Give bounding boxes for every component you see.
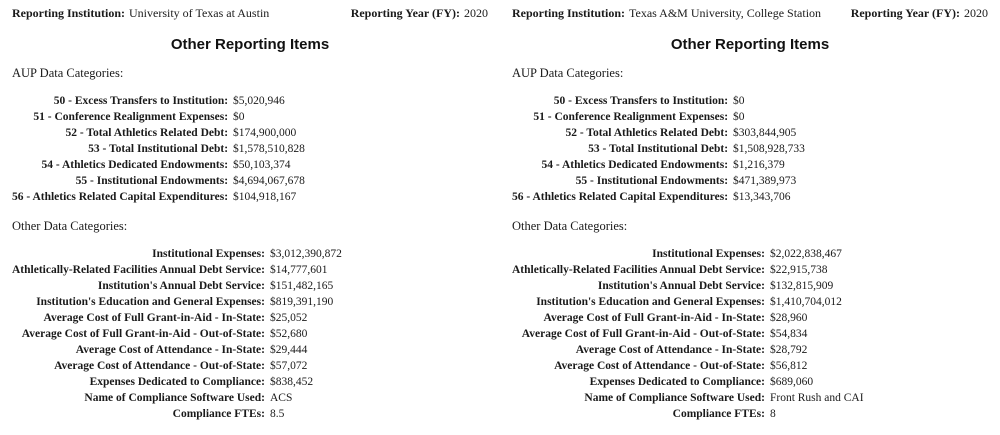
row-value: $52,680 — [269, 328, 308, 340]
data-row — [12, 358, 342, 374]
row-label: 53 - Total Institutional Debt: — [588, 143, 729, 155]
row-value: $5,020,946 — [233, 95, 285, 107]
row-label: Institution's Education and General Expenses: — [36, 296, 265, 308]
row-label: 54 - Athletics Dedicated Endowments: — [41, 159, 229, 171]
row-value: $1,410,704,012 — [769, 296, 842, 308]
row-value: 8.5 — [269, 408, 285, 420]
row-value: ACS — [269, 392, 293, 404]
data-row — [12, 173, 305, 189]
row-label: 50 - Excess Transfers to Institution: — [553, 95, 729, 107]
row-label: Average Cost of Attendance - In-State: — [75, 344, 265, 356]
reporting-year — [851, 6, 988, 20]
row-value: $50,103,374 — [233, 159, 291, 171]
reporting-institution-label: Reporting Institution: — [12, 6, 126, 20]
row-label: Average Cost of Full Grant-in-Aid - Out-of-State: — [21, 328, 265, 340]
row-value: $57,072 — [269, 360, 308, 372]
data-row — [12, 189, 305, 205]
row-value: $14,777,601 — [269, 264, 328, 276]
row-value: $0 — [733, 95, 745, 107]
reporting-year-value: 2020 — [964, 6, 988, 20]
row-value: $1,216,379 — [733, 159, 785, 171]
row-value: $838,452 — [269, 376, 314, 388]
row-value: $22,915,738 — [769, 264, 828, 276]
reporting-year — [351, 6, 488, 20]
data-row — [512, 278, 864, 294]
row-label: 56 - Athletics Related Capital Expenditures: — [512, 191, 729, 203]
data-row — [12, 294, 342, 310]
data-row — [512, 342, 864, 358]
data-row — [512, 93, 805, 109]
row-value: $0 — [233, 111, 245, 123]
row-label: Average Cost of Attendance - Out-of-State: — [554, 360, 765, 372]
row-value: $104,918,167 — [233, 191, 297, 203]
row-label: 55 - Institutional Endowments: — [575, 175, 729, 187]
reporting-year-value: 2020 — [464, 6, 488, 20]
row-label: Average Cost of Attendance - In-State: — [575, 344, 765, 356]
row-label: 53 - Total Institutional Debt: — [88, 143, 229, 155]
data-row — [12, 278, 342, 294]
row-value: $303,844,905 — [733, 127, 797, 139]
row-value: $0 — [733, 111, 745, 123]
reporting-institution-label: Reporting Institution: — [512, 6, 626, 20]
row-label: 50 - Excess Transfers to Institution: — [53, 95, 229, 107]
row-value: $28,792 — [769, 344, 808, 356]
data-row — [12, 125, 305, 141]
data-row — [512, 125, 805, 141]
row-label: Average Cost of Full Grant-in-Aid - In-State: — [43, 312, 265, 324]
panel-header — [512, 6, 988, 20]
aup-section-heading: AUP Data Categories: — [12, 66, 124, 80]
row-label: Compliance FTEs: — [672, 408, 765, 420]
row-value: $819,391,190 — [269, 296, 334, 308]
data-row — [12, 342, 342, 358]
data-row — [12, 262, 342, 278]
row-label: Average Cost of Full Grant-in-Aid - Out-of-State: — [521, 328, 765, 340]
row-label: 52 - Total Athletics Related Debt: — [65, 127, 229, 139]
data-row — [512, 294, 864, 310]
data-row — [512, 390, 864, 406]
data-row — [512, 189, 805, 205]
row-value: $29,444 — [269, 344, 308, 356]
data-row — [12, 374, 342, 390]
reporting-year-label: Reporting Year (FY): — [350, 6, 460, 20]
row-label: Institutional Expenses: — [152, 248, 265, 260]
data-row — [512, 406, 864, 422]
row-value: $56,812 — [769, 360, 808, 372]
row-value: $151,482,165 — [269, 280, 334, 292]
row-label: Average Cost of Full Grant-in-Aid - In-State: — [543, 312, 765, 324]
page-title: Other Reporting Items — [670, 36, 830, 53]
row-label: Institution's Education and General Expenses: — [536, 296, 765, 308]
data-row — [12, 326, 342, 342]
row-value: Front Rush and CAI — [769, 392, 864, 404]
data-row — [512, 374, 864, 390]
row-value: $25,052 — [269, 312, 308, 324]
row-value: $4,694,067,678 — [233, 175, 305, 187]
data-row — [512, 157, 805, 173]
row-label: Athletically-Related Facilities Annual Debt Service: — [512, 264, 765, 276]
reporting-institution — [512, 6, 821, 20]
row-label: 51 - Conference Realignment Expenses: — [533, 111, 729, 123]
data-row — [12, 246, 342, 262]
row-label: Name of Compliance Software Used: — [584, 392, 765, 404]
row-value: $13,343,706 — [733, 191, 791, 203]
row-label: Institution's Annual Debt Service: — [97, 280, 265, 292]
row-label: 51 - Conference Realignment Expenses: — [33, 111, 229, 123]
row-value: $28,960 — [769, 312, 808, 324]
row-label: 55 - Institutional Endowments: — [75, 175, 229, 187]
data-row — [512, 173, 805, 189]
institution-panel-right — [500, 0, 1000, 435]
row-label: Athletically-Related Facilities Annual Debt Service: — [12, 264, 265, 276]
data-row — [512, 326, 864, 342]
row-value: $1,508,928,733 — [733, 143, 805, 155]
data-row — [12, 406, 342, 422]
data-row — [512, 246, 864, 262]
data-row — [512, 262, 864, 278]
row-value: $2,022,838,467 — [769, 248, 842, 260]
row-label: Institutional Expenses: — [652, 248, 765, 260]
data-row — [12, 310, 342, 326]
row-label: Average Cost of Attendance - Out-of-State: — [54, 360, 265, 372]
aup-items-list — [12, 93, 305, 205]
row-label: 54 - Athletics Dedicated Endowments: — [541, 159, 729, 171]
row-label: Expenses Dedicated to Compliance: — [89, 376, 265, 388]
row-label: 52 - Total Athletics Related Debt: — [565, 127, 729, 139]
reporting-year-label: Reporting Year (FY): — [850, 6, 960, 20]
page-title: Other Reporting Items — [170, 36, 330, 53]
row-value: $54,834 — [769, 328, 808, 340]
other-items-list — [12, 246, 342, 422]
data-row — [12, 93, 305, 109]
row-value: $174,900,000 — [233, 127, 297, 139]
data-row — [512, 358, 864, 374]
row-label: Compliance FTEs: — [172, 408, 265, 420]
row-value: $471,389,973 — [733, 175, 797, 187]
other-items-list — [512, 246, 864, 422]
data-row — [512, 109, 805, 125]
aup-items-list — [512, 93, 805, 205]
row-label: 56 - Athletics Related Capital Expenditures: — [12, 191, 229, 203]
reporting-institution — [12, 6, 269, 20]
row-value: $132,815,909 — [769, 280, 834, 292]
data-row — [12, 141, 305, 157]
reporting-institution-value: University of Texas at Austin — [129, 6, 270, 20]
data-row — [12, 109, 305, 125]
data-row — [512, 310, 864, 326]
data-row — [12, 390, 342, 406]
row-label: Institution's Annual Debt Service: — [597, 280, 765, 292]
reporting-institution-value: Texas A&M University, College Station — [629, 6, 822, 20]
row-value: $1,578,510,828 — [233, 143, 305, 155]
row-label: Name of Compliance Software Used: — [84, 392, 265, 404]
other-section-heading: Other Data Categories: — [512, 219, 628, 233]
other-section-heading: Other Data Categories: — [12, 219, 128, 233]
row-value: $3,012,390,872 — [269, 248, 342, 260]
data-row — [512, 141, 805, 157]
aup-section-heading: AUP Data Categories: — [512, 66, 624, 80]
row-value: $689,060 — [769, 376, 814, 388]
panel-header — [12, 6, 488, 20]
row-label: Expenses Dedicated to Compliance: — [589, 376, 765, 388]
data-row — [12, 157, 305, 173]
row-value: 8 — [769, 408, 776, 420]
